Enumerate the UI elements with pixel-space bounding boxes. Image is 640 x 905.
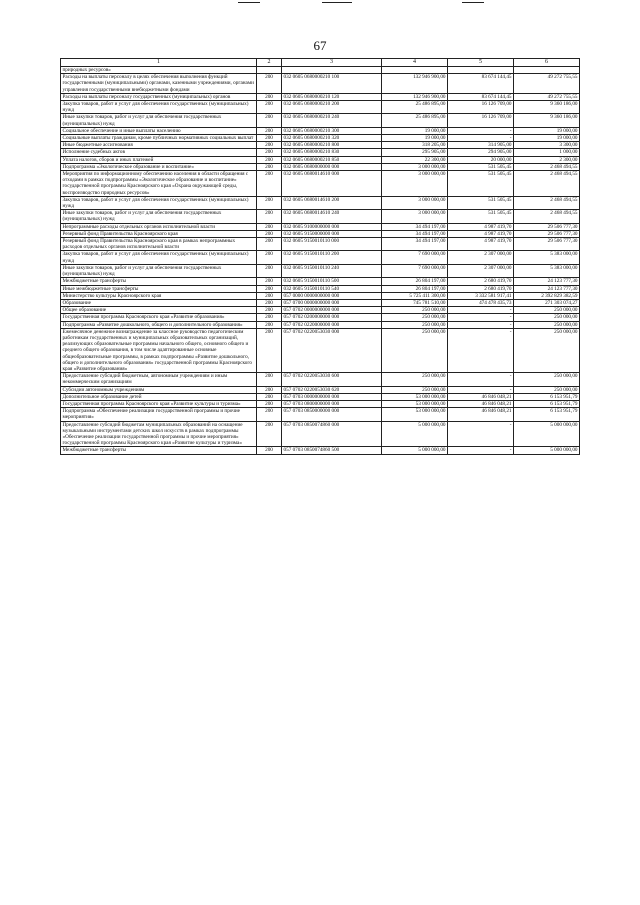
row-executed-amount-cell: 531 505,45 <box>448 210 514 223</box>
row-executed-amount-cell: 2 680 419,70 <box>448 278 514 285</box>
row-name-cell: Государственная программа Красноярского края «Развитие образования» <box>61 314 257 321</box>
row-classification-code-cell: 057 0703 0850074860 000 <box>282 421 382 447</box>
column-header: 2 <box>257 59 282 67</box>
row-admin-code-cell: 200 <box>257 373 282 386</box>
row-name-cell: Подпрограмма «Экологическое образование и воспитание» <box>61 163 257 170</box>
row-executed-amount-cell: 474 478 435,73 <box>448 299 514 306</box>
row-approved-amount-cell: 26 804 197,00 <box>382 285 448 292</box>
row-admin-code-cell: 200 <box>257 251 282 264</box>
row-executed-amount-cell: - <box>448 373 514 386</box>
row-admin-code-cell: 200 <box>257 321 282 328</box>
table-row <box>61 314 580 321</box>
row-classification-code-cell: 057 0703 0000000000 000 <box>282 393 382 400</box>
row-admin-code-cell: 200 <box>257 292 282 299</box>
row-classification-code-cell: 032 0605 0680014610 240 <box>282 210 382 223</box>
row-approved-amount-cell: 5 000 000,00 <box>382 421 448 447</box>
row-approved-amount-cell: 250 000,00 <box>382 328 448 372</box>
row-classification-code-cell: 032 0605 0680000210 240 <box>282 114 382 127</box>
table-row <box>61 74 580 94</box>
budget-table <box>60 58 580 455</box>
row-classification-code-cell: 057 0700 0000000000 000 <box>282 299 382 306</box>
row-remaining-amount-cell: 49 272 755,55 <box>514 74 580 94</box>
row-admin-code-cell: 200 <box>257 171 282 197</box>
row-approved-amount-cell: 19 000,00 <box>382 127 448 134</box>
row-executed-amount-cell: - <box>448 328 514 372</box>
row-name-cell: Иные закупки товаров, работ и услуг для обеспечения государственных (муниципальных) нужд <box>61 264 257 277</box>
row-executed-amount-cell: 83 674 144,45 <box>448 93 514 100</box>
row-classification-code-cell: 032 0605 9150010110 200 <box>282 251 382 264</box>
row-executed-amount-cell: 531 505,45 <box>448 163 514 170</box>
row-name-cell: Резервный фонд Правительства Красноярского края <box>61 230 257 237</box>
table-row <box>61 223 580 230</box>
row-admin-code-cell: 200 <box>257 156 282 163</box>
row-executed-amount-cell: - <box>448 421 514 447</box>
row-name-cell: Подпрограмма «Обеспечение реализации государственной программы и прочие мероприятия» <box>61 408 257 421</box>
row-executed-amount-cell: 16 126 709,00 <box>448 101 514 114</box>
row-name-cell: Непрограммные расходы отдельных органов исполнительной власти <box>61 223 257 230</box>
row-remaining-amount-cell: 250 000,00 <box>514 314 580 321</box>
row-classification-code-cell: 032 0605 9100000000 000 <box>282 223 382 230</box>
row-approved-amount-cell: 745 781 510,00 <box>382 299 448 306</box>
row-classification-code-cell: 032 0605 9150010110 240 <box>282 264 382 277</box>
row-name-cell: Предоставление субсидий бюджетам муниципальных образований на оснащение музыкальными инструментами детских школ искусств в рамках подпрограммы «Обеспечение реализации государственной программы и прочие мероприятия» государственной программы Красноярского края «Развитие культуры и туризма» <box>61 421 257 447</box>
table-row <box>61 67 580 74</box>
table-row <box>61 156 580 163</box>
row-name-cell: Закупка товаров, работ и услуг для обеспечения государственных (муниципальных) нужд <box>61 196 257 209</box>
table-row <box>61 230 580 237</box>
row-remaining-amount-cell: 24 123 777,30 <box>514 285 580 292</box>
table-row <box>61 447 580 454</box>
row-executed-amount-cell: 294 905,00 <box>448 149 514 156</box>
row-admin-code-cell: 200 <box>257 307 282 314</box>
row-executed-amount-cell <box>448 67 514 74</box>
row-classification-code-cell: 032 0605 0680000210 800 <box>282 142 382 149</box>
row-classification-code-cell: 032 0605 9150000000 000 <box>282 230 382 237</box>
row-executed-amount-cell: 2 307 000,00 <box>448 251 514 264</box>
table-row <box>61 393 580 400</box>
row-remaining-amount-cell: 250 000,00 <box>514 321 580 328</box>
row-admin-code-cell: 200 <box>257 447 282 454</box>
row-executed-amount-cell: - <box>448 135 514 142</box>
row-name-cell: Подпрограмма «Развитие дошкольного, общего и дополнительного образования» <box>61 321 257 328</box>
row-admin-code-cell: 200 <box>257 400 282 407</box>
row-remaining-amount-cell: 3 300,00 <box>514 142 580 149</box>
row-remaining-amount-cell: 5 000 000,00 <box>514 421 580 447</box>
row-approved-amount-cell: 132 946 900,00 <box>382 74 448 94</box>
row-classification-code-cell: 057 0702 0000000000 000 <box>282 307 382 314</box>
table-row <box>61 421 580 447</box>
row-remaining-amount-cell: 29 506 777,30 <box>514 223 580 230</box>
table-body <box>61 67 580 455</box>
row-name-cell: Мероприятия по информационному обеспечению населения в области обращения с отходами в рамках подпрограммы «Экологическое образование и воспитание» государственной программы Красноярского края «Охрана окружающей среды, воспроизводство природных ресурсов» <box>61 171 257 197</box>
row-remaining-amount-cell: 19 000,00 <box>514 127 580 134</box>
row-remaining-amount-cell: 5 383 000,00 <box>514 264 580 277</box>
row-remaining-amount-cell: 250 000,00 <box>514 386 580 393</box>
row-admin-code-cell: 200 <box>257 93 282 100</box>
table-row <box>61 292 580 299</box>
row-remaining-amount-cell: 49 272 755,55 <box>514 93 580 100</box>
row-approved-amount-cell: 53 000 000,00 <box>382 393 448 400</box>
row-name-cell: Уплата налогов, сборов и иных платежей <box>61 156 257 163</box>
table-row <box>61 285 580 292</box>
row-remaining-amount-cell: 2 468 494,55 <box>514 163 580 170</box>
row-classification-code-cell: 032 0605 0680000210 120 <box>282 93 382 100</box>
row-classification-code-cell: 032 0605 0680000210 830 <box>282 149 382 156</box>
row-classification-code-cell <box>282 67 382 74</box>
row-classification-code-cell: 032 0605 0680014610 200 <box>282 196 382 209</box>
row-classification-code-cell: 032 0605 0680014610 000 <box>282 171 382 197</box>
row-approved-amount-cell: 25 486 895,00 <box>382 114 448 127</box>
row-admin-code-cell: 200 <box>257 386 282 393</box>
row-admin-code-cell: 200 <box>257 196 282 209</box>
row-remaining-amount-cell: 19 000,00 <box>514 135 580 142</box>
table-row <box>61 149 580 156</box>
row-approved-amount-cell <box>382 67 448 74</box>
row-name-cell: Социальное обеспечение и иные выплаты населению <box>61 127 257 134</box>
table-row <box>61 386 580 393</box>
row-admin-code-cell: 200 <box>257 223 282 230</box>
table-row <box>61 264 580 277</box>
table-row <box>61 93 580 100</box>
row-classification-code-cell: 032 0605 9150010110 540 <box>282 285 382 292</box>
row-name-cell: Социальные выплаты гражданам, кроме публичных нормативных социальных выплат <box>61 135 257 142</box>
row-classification-code-cell: 032 0605 0680000210 200 <box>282 101 382 114</box>
row-remaining-amount-cell: 1 000,00 <box>514 149 580 156</box>
row-name-cell: Иные межбюджетные трансферты <box>61 285 257 292</box>
row-executed-amount-cell: - <box>448 307 514 314</box>
row-remaining-amount-cell: 2 468 494,55 <box>514 210 580 223</box>
row-admin-code-cell: 200 <box>257 285 282 292</box>
row-approved-amount-cell: 318 205,00 <box>382 142 448 149</box>
row-name-cell: Дополнительное образование детей <box>61 393 257 400</box>
table-row <box>61 127 580 134</box>
table-row <box>61 196 580 209</box>
row-name-cell: Расходы на выплаты персоналу государственных (муниципальных) органов <box>61 93 257 100</box>
row-name-cell: Межбюджетные трансферты <box>61 278 257 285</box>
column-header: 1 <box>61 59 257 67</box>
table-row <box>61 400 580 407</box>
row-remaining-amount-cell: 2 468 494,55 <box>514 171 580 197</box>
row-approved-amount-cell: 3 000 000,00 <box>382 196 448 209</box>
row-name-cell: Предоставление субсидий бюджетным, автономным учреждениям и иным некоммерческим организациям <box>61 373 257 386</box>
row-approved-amount-cell: 34 494 197,00 <box>382 230 448 237</box>
row-classification-code-cell: 057 0703 0800000000 000 <box>282 400 382 407</box>
row-remaining-amount-cell: 6 153 951,79 <box>514 400 580 407</box>
table-row <box>61 171 580 197</box>
row-approved-amount-cell: 53 000 000,00 <box>382 408 448 421</box>
row-executed-amount-cell: 16 126 709,00 <box>448 114 514 127</box>
row-name-cell: Расходы на выплаты персоналу в целях обеспечения выполнения функций государственными (муниципальными) органами, казенными учреждениями, органами управления государственными внебюджетными фондами <box>61 74 257 94</box>
row-admin-code-cell: 200 <box>257 278 282 285</box>
column-header: 5 <box>448 59 514 67</box>
row-classification-code-cell: 057 0000 0000000000 000 <box>282 292 382 299</box>
row-admin-code-cell: 200 <box>257 210 282 223</box>
row-classification-code-cell: 057 0702 0220053030 620 <box>282 386 382 393</box>
table-row <box>61 163 580 170</box>
row-name-cell: Ежемесячное денежное вознаграждение за классное руководство педагогическим работникам государственных и муниципальных образовательных организаций, реализующих образовательные программы начального общего, основного общего и среднего общего образования, в том числе адаптированные основные общеобразовательные программы, в рамках подпрограммы «Развитие дошкольного, общего и дополнительного образования» государственной программы Красноярского края «Развитие образования» <box>61 328 257 372</box>
row-admin-code-cell: 200 <box>257 299 282 306</box>
row-classification-code-cell: 057 0702 0220053030 000 <box>282 328 382 372</box>
row-executed-amount-cell: - <box>448 314 514 321</box>
row-remaining-amount-cell: 2 392 829 382,59 <box>514 292 580 299</box>
table-row <box>61 142 580 149</box>
table-header-row <box>61 59 580 67</box>
row-executed-amount-cell: 46 846 048,21 <box>448 393 514 400</box>
row-admin-code-cell: 200 <box>257 421 282 447</box>
row-admin-code-cell <box>257 67 282 74</box>
row-approved-amount-cell: 250 000,00 <box>382 314 448 321</box>
row-classification-code-cell: 032 0605 9150010110 500 <box>282 278 382 285</box>
row-executed-amount-cell: 46 846 048,21 <box>448 400 514 407</box>
row-admin-code-cell: 200 <box>257 127 282 134</box>
table-row <box>61 101 580 114</box>
row-approved-amount-cell: 250 000,00 <box>382 307 448 314</box>
table-row <box>61 408 580 421</box>
row-executed-amount-cell: 314 905,00 <box>448 142 514 149</box>
table-row <box>61 114 580 127</box>
row-name-cell: Межбюджетные трансферты <box>61 447 257 454</box>
row-approved-amount-cell: 3 000 000,00 <box>382 210 448 223</box>
row-admin-code-cell: 200 <box>257 142 282 149</box>
row-name-cell: природных ресурсов» <box>61 67 257 74</box>
row-admin-code-cell: 200 <box>257 264 282 277</box>
row-remaining-amount-cell: 2 300,00 <box>514 156 580 163</box>
column-header: 4 <box>382 59 448 67</box>
row-approved-amount-cell: 250 000,00 <box>382 373 448 386</box>
row-admin-code-cell: 200 <box>257 101 282 114</box>
row-approved-amount-cell: 53 000 000,00 <box>382 400 448 407</box>
table-row <box>61 328 580 372</box>
row-executed-amount-cell: - <box>448 386 514 393</box>
row-executed-amount-cell: 4 987 419,70 <box>448 230 514 237</box>
row-name-cell: Иные бюджетные ассигнования <box>61 142 257 149</box>
row-approved-amount-cell: 7 690 000,00 <box>382 264 448 277</box>
row-remaining-amount-cell: 9 360 186,00 <box>514 101 580 114</box>
row-admin-code-cell: 200 <box>257 238 282 251</box>
row-approved-amount-cell: 26 804 197,00 <box>382 278 448 285</box>
row-executed-amount-cell: 4 987 419,70 <box>448 238 514 251</box>
row-remaining-amount-cell: 24 123 777,30 <box>514 278 580 285</box>
row-executed-amount-cell: - <box>448 321 514 328</box>
row-executed-amount-cell: - <box>448 127 514 134</box>
row-name-cell: Иные закупки товаров, работ и услуг для обеспечения государственных (муниципальных) нужд <box>61 114 257 127</box>
table-row <box>61 307 580 314</box>
row-executed-amount-cell: 2 680 419,70 <box>448 285 514 292</box>
table-row <box>61 299 580 306</box>
row-admin-code-cell: 200 <box>257 163 282 170</box>
row-classification-code-cell: 057 0702 0220053030 600 <box>282 373 382 386</box>
row-name-cell: Государственная программа Красноярского края «Развитие культуры и туризма» <box>61 400 257 407</box>
row-name-cell: Субсидии автономным учреждениям <box>61 386 257 393</box>
column-header: 3 <box>282 59 382 67</box>
row-remaining-amount-cell: 250 000,00 <box>514 328 580 372</box>
row-classification-code-cell: 032 0605 0680000210 100 <box>282 74 382 94</box>
row-approved-amount-cell: 250 000,00 <box>382 386 448 393</box>
row-name-cell: Министерство культуры Красноярского края <box>61 292 257 299</box>
row-name-cell: Резервный фонд Правительства Красноярского края в рамках непрограммных расходов отдельных органов исполнительной власти <box>61 238 257 251</box>
row-executed-amount-cell: 2 307 000,00 <box>448 264 514 277</box>
row-approved-amount-cell: 3 000 000,00 <box>382 163 448 170</box>
row-approved-amount-cell: 3 000 000,00 <box>382 171 448 197</box>
row-admin-code-cell: 200 <box>257 74 282 94</box>
row-name-cell: Общее образование <box>61 307 257 314</box>
column-header: 6 <box>514 59 580 67</box>
row-approved-amount-cell: 5 725 411 300,00 <box>382 292 448 299</box>
table-row <box>61 373 580 386</box>
row-approved-amount-cell: 5 000 000,00 <box>382 447 448 454</box>
row-approved-amount-cell: 295 905,00 <box>382 149 448 156</box>
row-name-cell: Образование <box>61 299 257 306</box>
row-admin-code-cell: 200 <box>257 314 282 321</box>
row-remaining-amount-cell: 5 000 000,00 <box>514 447 580 454</box>
row-classification-code-cell: 032 0605 9150010110 000 <box>282 238 382 251</box>
row-approved-amount-cell: 250 000,00 <box>382 321 448 328</box>
row-remaining-amount-cell: 29 506 777,30 <box>514 230 580 237</box>
row-remaining-amount-cell: 6 153 951,79 <box>514 408 580 421</box>
row-remaining-amount-cell: 5 383 000,00 <box>514 251 580 264</box>
row-approved-amount-cell: 25 486 895,00 <box>382 101 448 114</box>
row-remaining-amount-cell: 2 468 494,55 <box>514 196 580 209</box>
table-row <box>61 321 580 328</box>
row-admin-code-cell: 200 <box>257 408 282 421</box>
row-executed-amount-cell: 20 000,00 <box>448 156 514 163</box>
row-remaining-amount-cell: 250 000,00 <box>514 373 580 386</box>
row-remaining-amount-cell: 250 000,00 <box>514 307 580 314</box>
row-classification-code-cell: 057 0703 0850000000 000 <box>282 408 382 421</box>
row-classification-code-cell: 057 0703 0850074860 500 <box>282 447 382 454</box>
row-admin-code-cell: 200 <box>257 393 282 400</box>
row-classification-code-cell: 057 0702 0220000000 000 <box>282 321 382 328</box>
row-name-cell: Закупка товаров, работ и услуг для обеспечения государственных (муниципальных) нужд <box>61 101 257 114</box>
table-row <box>61 278 580 285</box>
row-name-cell: Исполнение судебных актов <box>61 149 257 156</box>
row-classification-code-cell: 032 0605 0680000210 320 <box>282 135 382 142</box>
table-row <box>61 210 580 223</box>
row-executed-amount-cell: 3 332 581 917,41 <box>448 292 514 299</box>
table-row <box>61 135 580 142</box>
row-remaining-amount-cell: 271 303 074,27 <box>514 299 580 306</box>
row-classification-code-cell: 032 0605 0680000000 000 <box>282 163 382 170</box>
row-executed-amount-cell: 531 505,45 <box>448 196 514 209</box>
row-approved-amount-cell: 7 690 000,00 <box>382 251 448 264</box>
row-remaining-amount-cell: 29 506 777,30 <box>514 238 580 251</box>
row-executed-amount-cell: 83 674 144,45 <box>448 74 514 94</box>
page-number: 67 <box>313 38 327 53</box>
table-row <box>61 238 580 251</box>
row-remaining-amount-cell: 6 153 951,79 <box>514 393 580 400</box>
row-classification-code-cell: 057 0702 0200000000 000 <box>282 314 382 321</box>
row-name-cell: Иные закупки товаров, работ и услуг для обеспечения государственных (муниципальных) нужд <box>61 210 257 223</box>
row-approved-amount-cell: 19 000,00 <box>382 135 448 142</box>
row-executed-amount-cell: 46 846 048,21 <box>448 408 514 421</box>
row-admin-code-cell: 200 <box>257 149 282 156</box>
row-approved-amount-cell: 34 494 197,00 <box>382 238 448 251</box>
row-remaining-amount-cell: 9 360 186,00 <box>514 114 580 127</box>
row-executed-amount-cell: 4 987 419,70 <box>448 223 514 230</box>
top-edge-marks <box>0 2 640 8</box>
row-remaining-amount-cell <box>514 67 580 74</box>
row-classification-code-cell: 032 0605 0680000210 850 <box>282 156 382 163</box>
row-name-cell: Закупка товаров, работ и услуг для обеспечения государственных (муниципальных) нужд <box>61 251 257 264</box>
row-admin-code-cell: 200 <box>257 114 282 127</box>
row-executed-amount-cell: - <box>448 447 514 454</box>
row-approved-amount-cell: 132 946 900,00 <box>382 93 448 100</box>
row-approved-amount-cell: 34 494 197,00 <box>382 223 448 230</box>
row-classification-code-cell: 032 0605 0680000210 300 <box>282 127 382 134</box>
table-row <box>61 251 580 264</box>
row-admin-code-cell: 200 <box>257 230 282 237</box>
row-approved-amount-cell: 22 300,00 <box>382 156 448 163</box>
row-admin-code-cell: 200 <box>257 135 282 142</box>
row-executed-amount-cell: 531 505,45 <box>448 171 514 197</box>
row-admin-code-cell: 200 <box>257 328 282 372</box>
